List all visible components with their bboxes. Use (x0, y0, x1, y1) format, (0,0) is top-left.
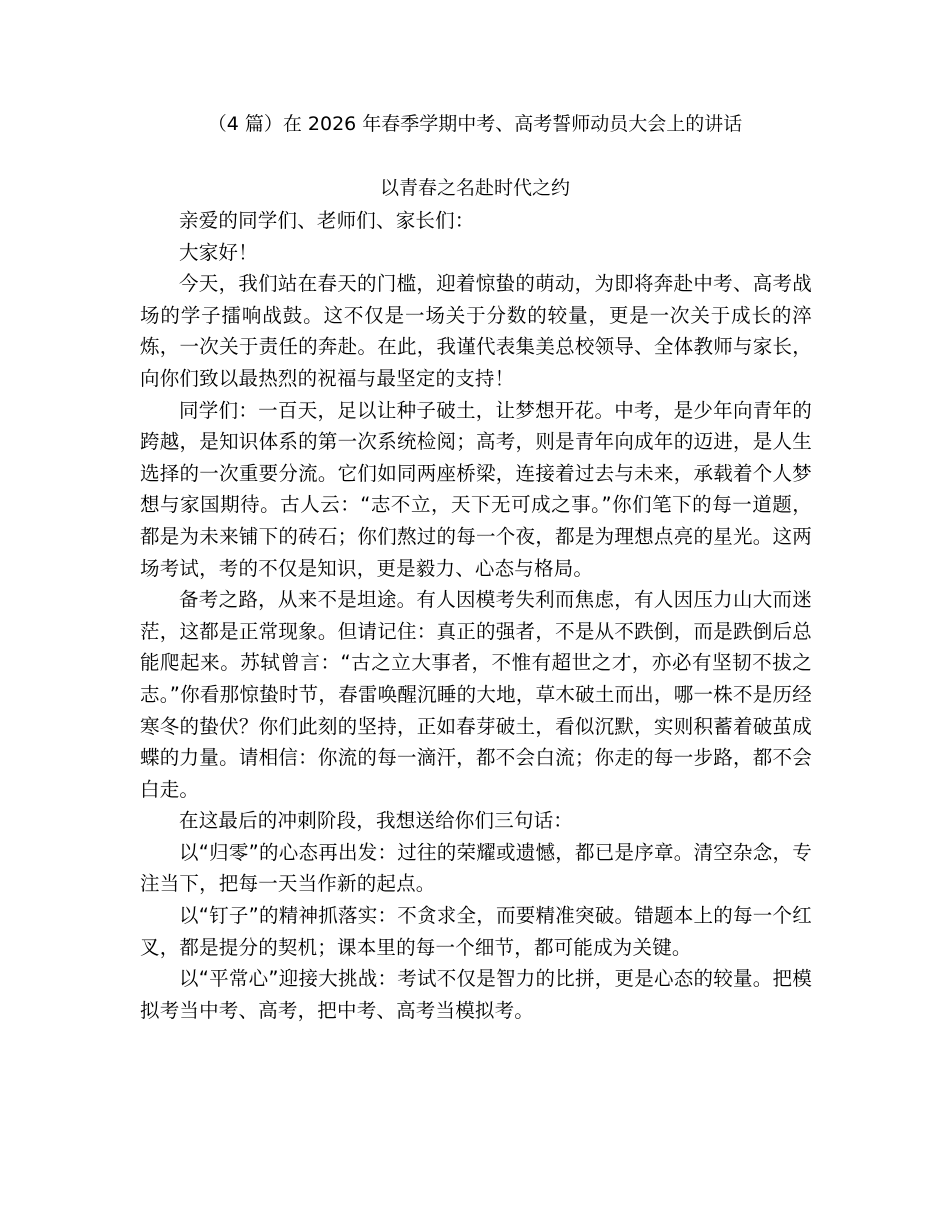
advice-paragraph: 以“归零”的心态再出发：过往的荣耀或遗憾，都已是序章。清空杂念，专注当下，把每一天当作新的起点。 (140, 840, 812, 896)
advice-paragraph: 以“平常心”迎接大挑战：考试不仅是智力的比拼，更是心态的较量。把模拟考当中考、高考，把中考、高考当模拟考。 (140, 967, 812, 1022)
body-paragraph: 在这最后的冲刺阶段，我想送给你们三句话： (179, 809, 574, 833)
salutation: 亲爱的同学们、老师们、家长们： (179, 209, 475, 232)
speech-body (140, 205, 812, 1026)
document-title: （4 篇）在 2026 年春季学期中考、高考誓师动员大会上的讲话 (207, 113, 743, 135)
body-paragraph: 同学们：一百天，足以让种子破土，让梦想开花。中考，是少年向青年的跨越，是知识体系的第一次系统检阅；高考，则是青年向成年的迈进，是人生选择的一次重要分流。它们如同两座桥梁，连接着过去与未来，承载着个人梦想与家国期待。古人云：“志不立，天下无可成之事。”你们笔下的每一道题，都是为未来铺下的砖石；你们熬过的每一个夜，都是为理想点亮的星光。这两场考试，考的不仅是知识，更是毅力、心态与格局。 (140, 398, 812, 580)
advice-paragraph: 以“钉子”的精神抓落实：不贪求全，而要精准突破。错题本上的每一个红叉，都是提分的契机；课本里的每一个细节，都可能成为关键。 (140, 904, 812, 959)
body-paragraph: 今天，我们站在春天的门槛，迎着惊蛰的萌动，为即将奔赴中考、高考战场的学子擂响战鼓。这不仅是一场关于分数的较量，更是一次关于成长的淬炼，一次关于责任的奔赴。在此，我谨代表集美总校领导、全体教师与家长，向你们致以最热烈的祝福与最坚定的支持！ (140, 272, 812, 390)
speech-title: 以青春之名赴时代之约 (379, 177, 570, 199)
body-paragraph: 备考之路，从来不是坦途。有人因模考失利而焦虑，有人因压力山大而迷茫，这都是正常现象。但请记住：真正的强者，不是从不跌倒，而是跌倒后总能爬起来。苏轼曾言：“古之立大事者，不惟有超世之才，亦必有坚韧不拔之志。”你看那惊蛰时节，春雷唤醒沉睡的大地，草木破土而出，哪一株不是历经寒冬的蛰伏？你们此刻的坚持，正如春芽破土，看似沉默，实则积蓄着破茧成蝶的力量。请相信：你流的每一滴汗，都不会白流；你走的每一步路，都不会白走。 (140, 588, 812, 801)
greeting: 大家好！ (179, 240, 258, 264)
